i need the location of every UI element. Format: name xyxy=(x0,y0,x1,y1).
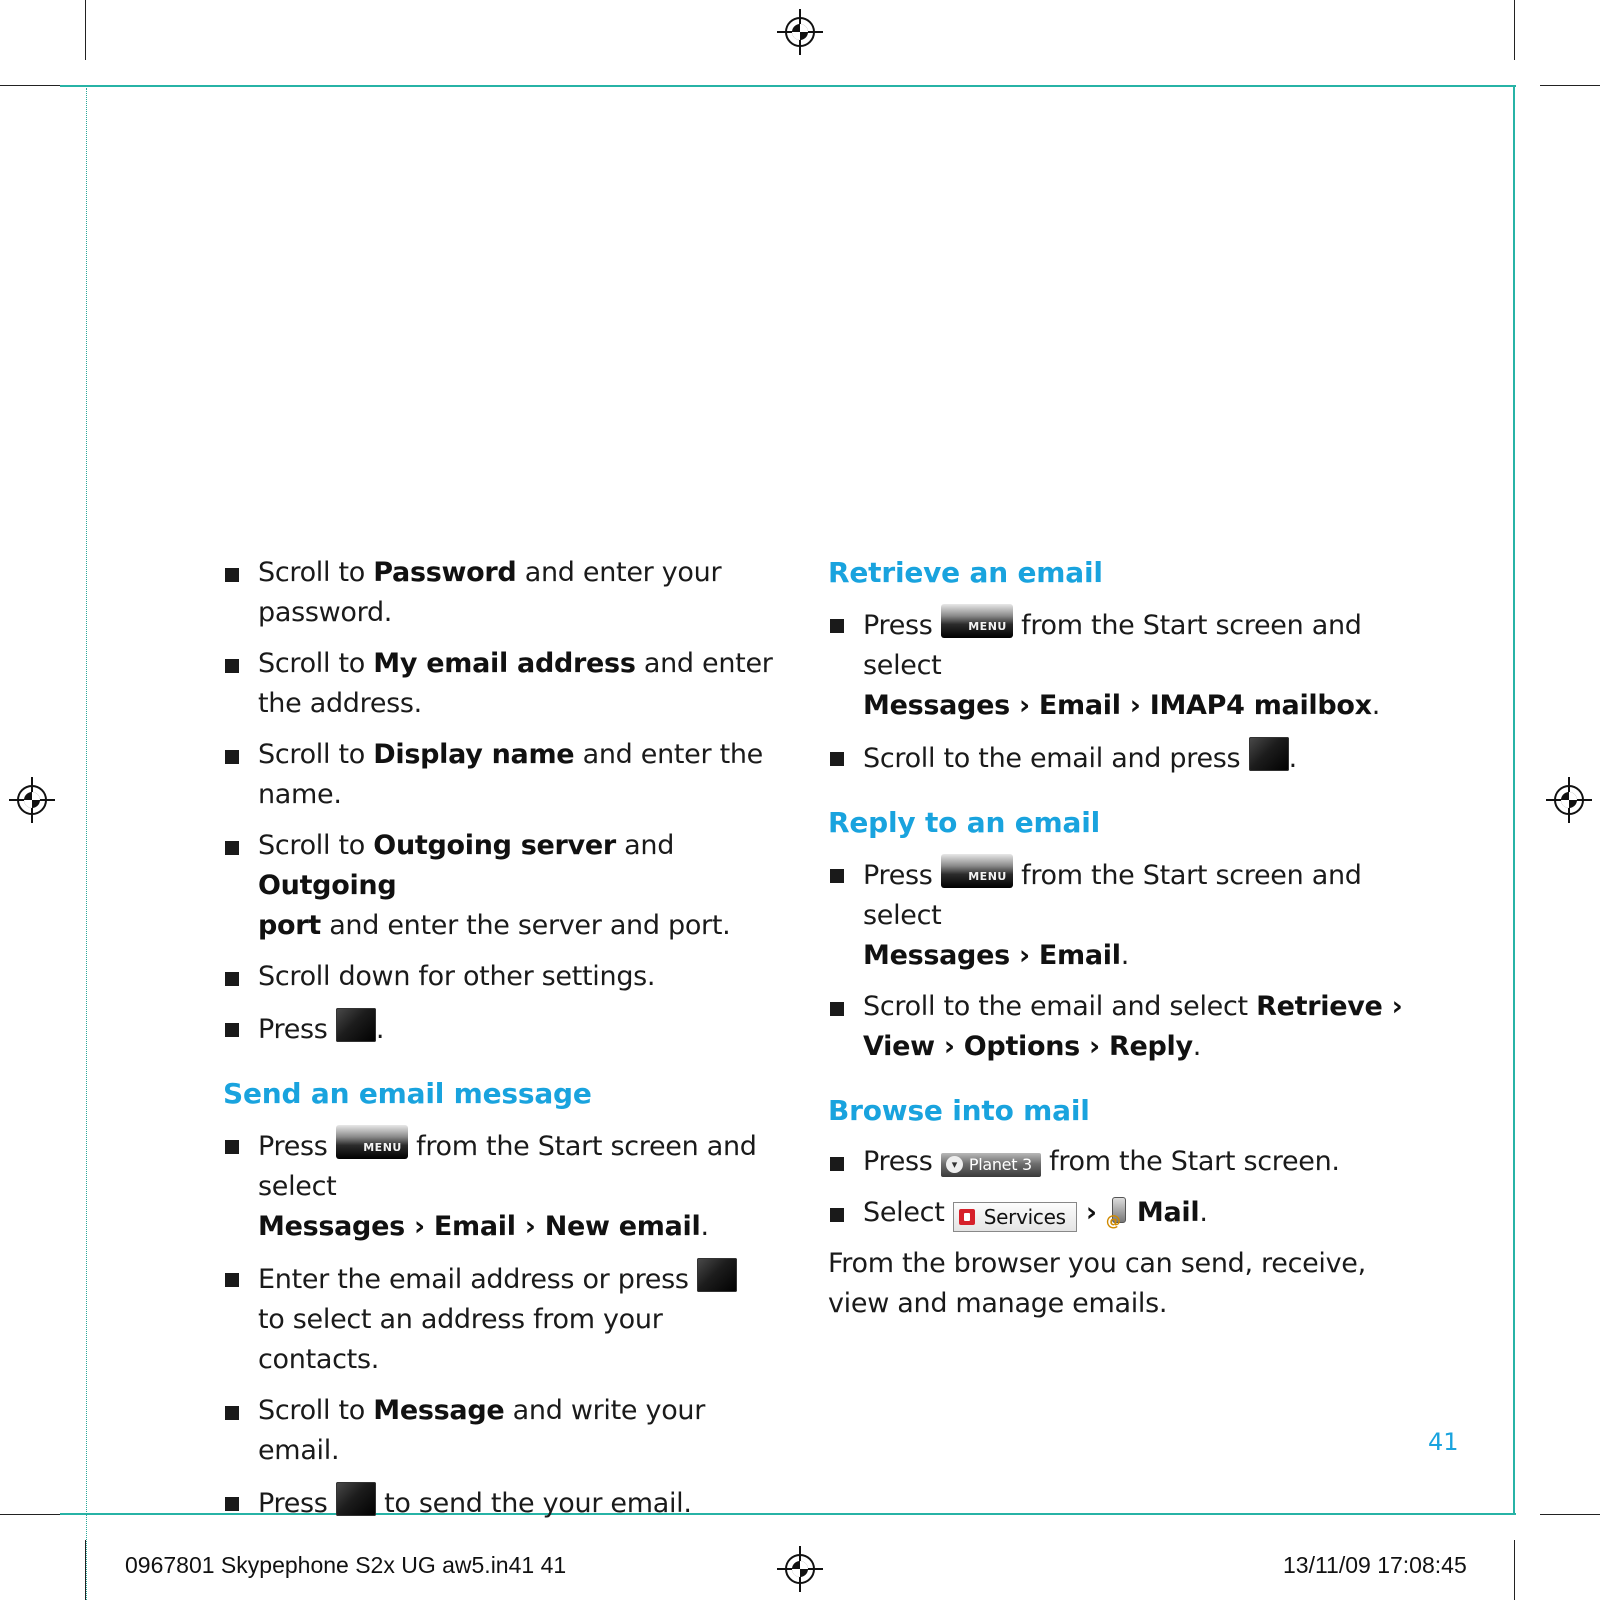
step-text: from the Start screen and select xyxy=(258,1131,757,1202)
left-column xyxy=(223,553,778,1524)
slug-timestamp: 13/11/09 17:08:45 xyxy=(1283,1552,1467,1578)
step-text: Scroll to xyxy=(258,557,374,588)
step-text: and write your email. xyxy=(258,1395,706,1466)
page-number: 41 xyxy=(1428,1428,1459,1456)
step-text: Scroll to xyxy=(258,1395,374,1426)
reply-email-heading: Reply to an email xyxy=(828,806,1100,839)
send-email-heading: Send an email message xyxy=(223,1077,592,1110)
step-text: Scroll to xyxy=(258,739,374,770)
step-text: Press xyxy=(863,860,941,891)
mail-icon: @ xyxy=(1106,1195,1128,1225)
contacts-key-icon xyxy=(697,1258,737,1292)
settings-steps-list xyxy=(223,553,778,1050)
step-text: Press xyxy=(258,1014,336,1045)
square-bullet-icon xyxy=(225,568,239,582)
step-text: Press xyxy=(863,610,941,641)
send-email-steps-list xyxy=(223,1125,778,1524)
step-text: from the Start screen and select xyxy=(863,610,1362,681)
list-item xyxy=(828,737,1408,779)
bold-term: My email address xyxy=(373,648,636,679)
square-bullet-icon xyxy=(830,869,844,883)
square-bullet-icon xyxy=(830,619,844,633)
bold-term: Message xyxy=(373,1395,505,1426)
bold-term: Outgoing xyxy=(258,870,397,901)
crop-mark xyxy=(85,0,86,60)
crop-mark xyxy=(1540,1514,1600,1515)
square-bullet-icon xyxy=(225,972,239,986)
square-bullet-icon xyxy=(830,1002,844,1016)
step-text: Scroll to xyxy=(258,830,374,861)
step-text: from the Start screen and select xyxy=(863,860,1362,931)
list-item xyxy=(828,1142,1408,1182)
select-key-icon xyxy=(1249,737,1289,771)
right-column xyxy=(828,553,1408,1324)
step-text: and xyxy=(615,830,675,861)
crop-mark xyxy=(1514,1540,1515,1600)
registration-mark-icon xyxy=(777,1546,823,1592)
menu-key-icon xyxy=(336,1125,408,1159)
step-text: from the Start screen. xyxy=(1040,1146,1340,1177)
step-text: . xyxy=(1192,1031,1202,1062)
list-item xyxy=(223,957,778,997)
square-bullet-icon xyxy=(225,1140,239,1154)
step-text: Enter the email address or press xyxy=(258,1264,697,1295)
confirm-key-icon xyxy=(336,1008,376,1042)
square-bullet-icon xyxy=(225,1406,239,1420)
paragraph-line: view and manage emails. xyxy=(828,1288,1168,1319)
crop-mark xyxy=(1540,85,1600,86)
services-label: Services xyxy=(983,1205,1066,1229)
square-bullet-icon xyxy=(225,1273,239,1287)
square-bullet-icon xyxy=(225,750,239,764)
step-text: Press xyxy=(258,1488,336,1519)
bold-term: port xyxy=(258,910,321,941)
step-text: Press xyxy=(863,1146,941,1177)
square-bullet-icon xyxy=(225,1023,239,1037)
send-key-icon xyxy=(336,1482,376,1516)
step-text: . xyxy=(1371,690,1381,721)
paragraph-line: From the browser you can send, receive, xyxy=(828,1248,1366,1279)
planet-logo-icon: ▾ xyxy=(946,1156,963,1173)
bold-term: Messages › Email xyxy=(863,940,1121,971)
square-bullet-icon xyxy=(225,1497,239,1511)
menu-key-label: MENU xyxy=(363,1141,402,1154)
step-text: Scroll down for other settings. xyxy=(258,961,656,992)
list-item xyxy=(223,1391,778,1471)
browse-mail-heading: Browse into mail xyxy=(828,1094,1090,1127)
list-item xyxy=(223,1482,778,1524)
list-item xyxy=(828,604,1408,726)
bold-term: Messages › Email › IMAP4 mailbox xyxy=(863,690,1372,721)
step-text: and enter your password. xyxy=(258,557,722,628)
step-text: . xyxy=(1199,1197,1208,1228)
planet3-button-icon xyxy=(941,1153,1041,1177)
step-text: Press xyxy=(258,1131,336,1162)
registration-mark-icon xyxy=(9,777,55,823)
list-item xyxy=(223,735,778,815)
list-item xyxy=(828,854,1408,976)
menu-key-label: MENU xyxy=(968,620,1007,633)
bold-term: Retrieve › xyxy=(1256,991,1403,1022)
step-text: . xyxy=(700,1211,709,1242)
bold-term: Messages › Email › New email xyxy=(258,1211,701,1242)
step-text: Scroll to the email and select xyxy=(863,991,1257,1022)
list-item xyxy=(828,1193,1408,1233)
list-item xyxy=(223,1125,778,1247)
list-item xyxy=(828,987,1408,1067)
list-item xyxy=(223,1258,778,1380)
menu-key-icon xyxy=(941,604,1013,638)
step-text: . xyxy=(1120,940,1129,971)
step-text: Scroll to xyxy=(258,648,374,679)
registration-mark-icon xyxy=(1546,777,1592,823)
retrieve-email-steps-list xyxy=(828,604,1408,779)
crop-mark xyxy=(0,85,60,86)
crop-mark xyxy=(0,1514,60,1515)
square-bullet-icon xyxy=(225,841,239,855)
step-text: Select xyxy=(863,1197,953,1228)
bold-term: Outgoing server xyxy=(373,830,616,861)
step-text: . xyxy=(375,1014,385,1045)
step-text: to select an address from your contacts. xyxy=(258,1304,663,1375)
services-logo-icon xyxy=(959,1209,975,1225)
list-item xyxy=(223,1008,778,1050)
bold-term: Display name xyxy=(373,739,575,770)
square-bullet-icon xyxy=(830,1208,844,1222)
bold-term: View › Options › Reply xyxy=(863,1031,1193,1062)
browse-mail-paragraph xyxy=(828,1244,1408,1324)
square-bullet-icon xyxy=(225,659,239,673)
step-text: Scroll to the email and press xyxy=(863,743,1249,774)
bold-term: Mail xyxy=(1127,1197,1200,1228)
spine-guide xyxy=(86,88,87,1600)
registration-mark-icon xyxy=(777,9,823,55)
step-text: and enter xyxy=(635,648,773,679)
reply-email-steps-list xyxy=(828,854,1408,1067)
bold-term: › xyxy=(1076,1197,1106,1228)
bold-term: Password xyxy=(373,557,517,588)
menu-key-label: MENU xyxy=(968,870,1007,883)
step-text: and enter the name. xyxy=(258,739,763,810)
services-button-icon xyxy=(953,1202,1077,1232)
step-text: the address. xyxy=(258,688,422,719)
step-text: and enter the server and port. xyxy=(320,910,731,941)
list-item xyxy=(223,553,778,633)
slug-file-info: 0967801 Skypephone S2x UG aw5.in41 41 xyxy=(125,1552,567,1578)
step-text: . xyxy=(1288,743,1297,774)
trim-line-top xyxy=(60,85,1516,87)
list-item xyxy=(223,644,778,724)
crop-mark xyxy=(1514,0,1515,60)
list-item xyxy=(223,826,778,946)
trim-line-right xyxy=(1513,85,1515,1515)
step-text: to send the your email. xyxy=(375,1488,692,1519)
retrieve-email-heading: Retrieve an email xyxy=(828,556,1103,589)
menu-key-icon xyxy=(941,854,1013,888)
planet3-label: Planet 3 xyxy=(968,1155,1032,1174)
square-bullet-icon xyxy=(830,1157,844,1171)
browse-mail-steps-list xyxy=(828,1142,1408,1233)
square-bullet-icon xyxy=(830,752,844,766)
